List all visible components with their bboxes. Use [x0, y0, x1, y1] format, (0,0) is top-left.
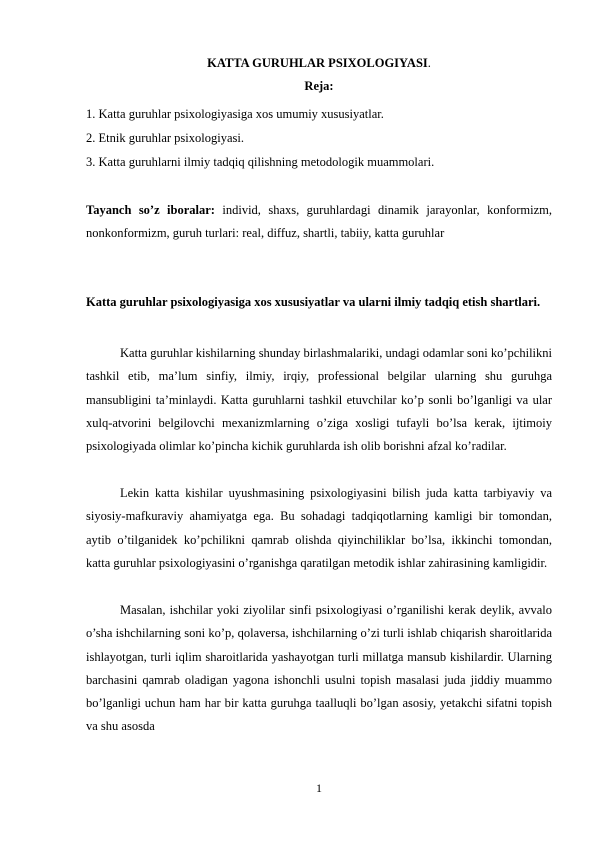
plan-item-3: 3. Katta guruhlarni ilmiy tadqiq qilishning metodologik muammolari. [86, 155, 435, 169]
keywords-paragraph [86, 199, 552, 246]
plan-item-2: 2. Etnik guruhlar psixologiyasi. [86, 131, 244, 145]
keywords-text: individ, shaxs, guruhlardagi dinamik jarayonlar, konformizm, nonkonformizm, guruh turlari: real, diffuz, shartli, tabiiy, katta guruhlar [86, 203, 552, 241]
plan-heading: Reja: [304, 79, 334, 93]
plan-item-1: 1. Katta guruhlar psixologiyasiga xos umumiy xususiyatlar. [86, 107, 384, 121]
body-paragraph-1: Katta guruhlar kishilarning shunday birlashmalariki, undagi odamlar soni ko’pchilikni tashkil etib, ma’lum sinfiy, ilmiy, irqiy, professional belgilar ularning shu guruhga mansubligini ta’minlaydi. Katta guruhlarni tashkil etuvchilar ko’p sonli bo’lganligi va ular xulq-atvorini belgilovchi mexanizmlarning o’ziga xosligi tufayli bo’lsa kerak, ijtimoiy psixologiyada olimlar ko’pincha kichik guruhlarda ish olib borishni afzal ko’radilar. [86, 346, 552, 454]
section-heading: Katta guruhlar psixologiyasiga xos xususiyatlar va ularni ilmiy tadqiq etish shartlari. [86, 295, 541, 309]
document-title: KATTA GURUHLAR PSIXOLOGIYASI. [207, 56, 431, 70]
body-paragraph-2: Lekin katta kishilar uyushmasining psixologiyasini bilish juda katta tarbiyaviy va siyosiy-mafkuraviy ahamiyatga ega. Bu sohadagi tadqiqotlarning kamligi bir tomondan, aytib o’tilganidek ko’pchilikni qamrab olishda qiyinchiliklar bo’lsa, ikkinchi tomondan, katta guruhlar psixologiyasini o’rganishga qaratilgan metodik ishlar zahirasining kamligidir. [86, 486, 552, 570]
page-number: 1 [316, 781, 322, 795]
keywords-label: Tayanch so’z iboralar: [86, 203, 215, 217]
body-paragraph-3: Masalan, ishchilar yoki ziyolilar sinfi psixologiyasi o’rganilishi kerak deylik, avvalo o’sha ishchilarning soni ko’p, qolaversa, ishchilarning o’zi turli ishlab chiqarish sharoitlarida ishlayotgan, turli iqlim sharoitlarida yashayotgan turli millatga mansub kishilardir. Ularning barchasini qamrab oladigan yagona ishonchli usulni topish masalasi juda jiddiy muammo bo’lganligi uchun ham har bir katta guruhga taalluqli bo’lgan asosiy, yetakchi sifatni topish va shu asosda [86, 603, 552, 734]
